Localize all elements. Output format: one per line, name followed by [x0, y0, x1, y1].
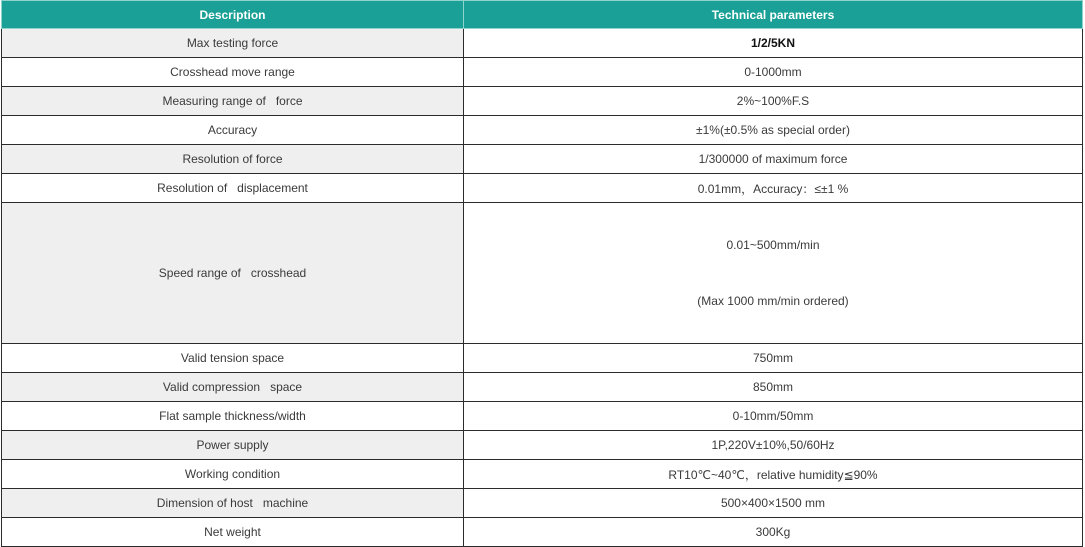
row-value: 1/2/5KN [464, 29, 1083, 58]
row-label: Dimension of host machine [2, 489, 464, 518]
row-value: 300Kg [464, 518, 1083, 547]
row-value: 1P,220V±10%,50/60Hz [464, 431, 1083, 460]
table-row [2, 145, 1083, 174]
row-label: Speed range of crosshead [2, 203, 464, 344]
table-row [2, 174, 1083, 203]
row-label: Working condition [2, 460, 464, 489]
row-value: 0-1000mm [464, 58, 1083, 87]
spec-table [1, 0, 1083, 547]
row-value: 500×400×1500 mm [464, 489, 1083, 518]
table-row [2, 402, 1083, 431]
table-row [2, 29, 1083, 58]
header-row [2, 1, 1083, 29]
row-value-line: 0.01~500mm/min [726, 238, 820, 252]
header-technical-parameters: Technical parameters [464, 1, 1083, 29]
row-label: Accuracy [2, 116, 464, 145]
row-value: 750mm [464, 344, 1083, 373]
table-row [2, 431, 1083, 460]
row-label: Max testing force [2, 29, 464, 58]
row-label: Crosshead move range [2, 58, 464, 87]
table-row [2, 518, 1083, 547]
table-row [2, 344, 1083, 373]
table-row [2, 58, 1083, 87]
row-label: Net weight [2, 518, 464, 547]
table-row [2, 373, 1083, 402]
header-description: Description [2, 1, 464, 29]
table-row [2, 489, 1083, 518]
row-label: Power supply [2, 431, 464, 460]
row-value-line: (Max 1000 mm/min ordered) [697, 294, 849, 308]
row-label: Resolution of force [2, 145, 464, 174]
row-label: Measuring range of force [2, 87, 464, 116]
table-row [2, 203, 1083, 344]
row-label: Flat sample thickness/width [2, 402, 464, 431]
row-value [464, 203, 1083, 344]
row-value: ±1%(±0.5% as special order) [464, 116, 1083, 145]
row-value: 0-10mm/50mm [464, 402, 1083, 431]
row-label: Valid tension space [2, 344, 464, 373]
row-value: 1/300000 of maximum force [464, 145, 1083, 174]
row-value: 2%~100%F.S [464, 87, 1083, 116]
row-value: 0.01mm，Accuracy：≤±1 % [464, 174, 1083, 203]
table-row [2, 116, 1083, 145]
row-label: Valid compression space [2, 373, 464, 402]
row-value: 850mm [464, 373, 1083, 402]
row-value: RT10℃~40℃，relative humidity≦90% [464, 460, 1083, 489]
row-label: Resolution of displacement [2, 174, 464, 203]
table-row [2, 460, 1083, 489]
table-row [2, 87, 1083, 116]
